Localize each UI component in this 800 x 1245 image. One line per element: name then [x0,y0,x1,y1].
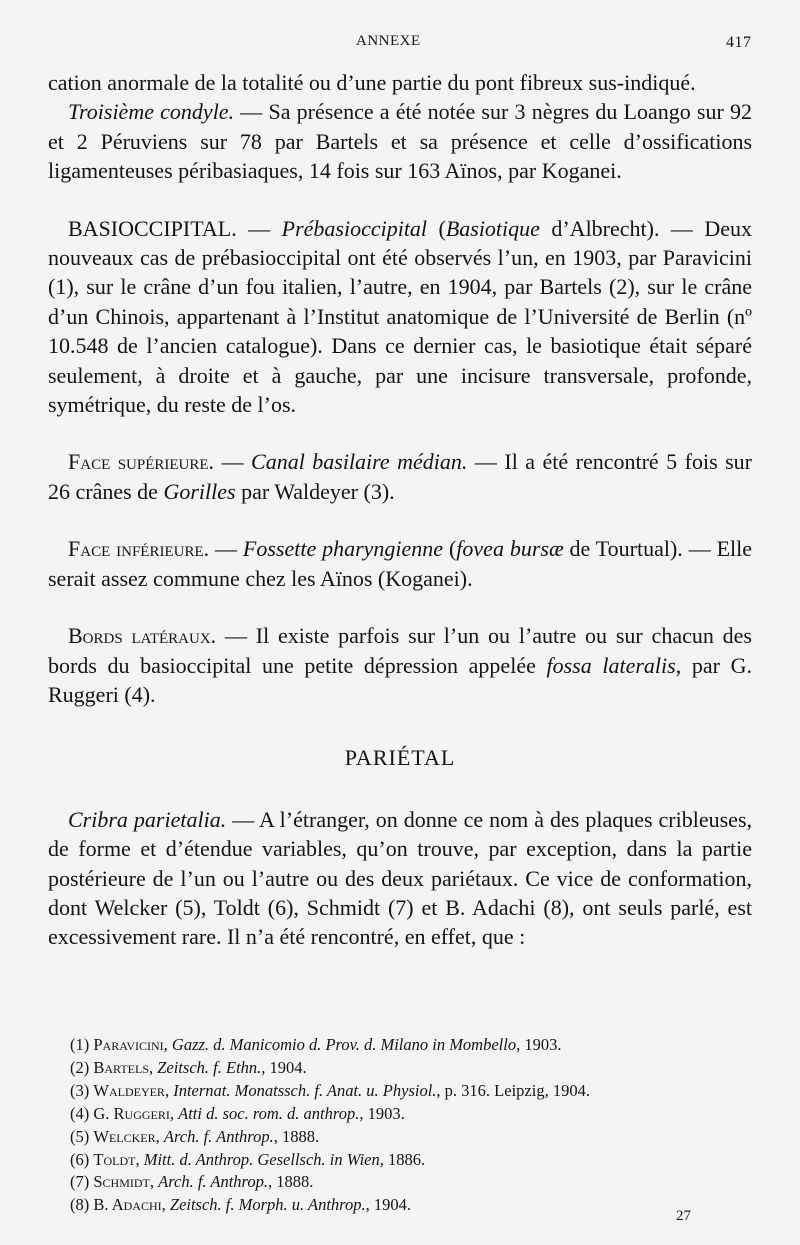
term-fossa-lateralis: fossa lateralis [546,652,676,678]
footnote: (5) Welcker, Arch. f. Anthrop., 1888. [70,1126,320,1146]
paragraph-face-inferieure: Face inférieure. — Fossette pharyngienne (fovea bursæ de Tourtual). — Elle serait assez commune chez les Aïnos (Koganei). [48,536,753,591]
term-troisieme-condyle: Troisième condyle. [68,99,235,125]
footnote: (1) Paravicini, Gazz. d. Manicomio d. Prov. d. Milano in Mombello, 1903. [70,1035,562,1054]
signature-mark: 27 [676,1208,691,1224]
footnote: (3) Waldeyer, Internat. Monatssch. f. Anat. u. Physiol., p. 316. Leipzig, 1904. [70,1080,590,1100]
paragraph-face-superieure: Face supérieure. — Canal basilaire médian. — Il a été rencontré 5 fois sur 26 crânes de Gorilles par Waldeyer (3). [48,449,753,504]
footnotes [70,1034,760,1217]
page-number: 417 [726,34,752,51]
section-title-parietal: PARIÉTAL [344,745,456,771]
paragraph-continuation: cation anormale de la totalité ou d’une partie du pont fibreux sus-indiqué. [48,70,696,95]
footnote: (7) Schmidt, Arch. f. Anthrop., 1888. [70,1172,314,1192]
heading-bords-lateraux: Bords latéraux. [68,623,217,649]
running-head [0,30,800,54]
paragraph-troisieme-condyle: Troisième condyle. — Sa présence a été notée sur 3 nègres du Loango sur 92 et 2 Péruviens sur 78 par Bartels et sa présence et celle d’ossifications ligamenteuses péribasiaques, 14 fois sur 163 Aïnos, par Koganei. [48,99,752,184]
body-text [48,68,752,952]
heading-face-inferieure: Face inférieure. [68,536,210,562]
footnote: (4) G. Ruggeri, Atti d. soc. rom. d. anthrop., 1903. [70,1103,405,1123]
term-canal-basilaire: Canal basilaire médian. [251,449,468,475]
paragraph-bords-lateraux: Bords latéraux. — Il existe parfois sur l’un ou l’autre ou sur chacun des bords du basioccipital une petite dépression appelée fossa lateralis, par G. Ruggeri (4). [48,623,753,707]
footnote: (2) Bartels, Zeitsch. f. Ethn., 1904. [70,1057,307,1077]
term-cribra-parietalia: Cribra parietalia. [68,806,227,832]
paragraph-basioccipital: BASIOCCIPITAL. — Prébasioccipital (Basiotique d’Albrecht). — Deux nouveaux cas de prébasioccipital ont été observés l’un, en 1903, par Paravicini (1), sur le crâne d’un fou italien, l’autre, en 1904, par Bartels (2), sur le crâne d’un Chinois, appartenant à l’Institut anatomique de l’Université de Berlin (nº 10.548 de l’ancien catalogue). Dans ce dernier cas, le basiotique était séparé seulement, à droite et à gauche, par une incisure transversale, profonde, symétrique, du reste de l’os. [48,215,752,418]
term-prebasioccipital: Prébasioccipital [281,215,428,241]
term-gorilles: Gorilles [163,478,236,504]
footnote: (6) Toldt, Mitt. d. Anthrop. Gesellsch. in Wien, 1886. [70,1149,426,1169]
footnote: (8) B. Adachi, Zeitsch. f. Morph. u. Anthrop., 1904. [70,1195,411,1215]
term-fovea-bursae: fovea bursæ [456,536,564,562]
paragraph-cribra-parietalia: Cribra parietalia. — A l’étranger, on donne ce nom à des plaques cribleuses, de forme et d’étendue variables, qu’on trouve, par exception, dans la partie postérieure de l’un ou l’autre ou des deux pariétaux. Ce vice de conformation, dont Welcker (5), Toldt (6), Schmidt (7) et B. Adachi (8), ont seuls parlé, est excessivement rare. Il n’a été rencontré, en effet, que : [48,806,753,950]
running-title: ANNEXE [356,33,421,49]
heading-face-superieure: Face supérieure. [68,449,215,475]
term-basiotique: Basiotique [445,215,540,241]
heading-basioccipital: BASIOCCIPITAL. [68,215,237,241]
term-fossette-pharyngienne: Fossette pharyngienne [242,536,444,562]
